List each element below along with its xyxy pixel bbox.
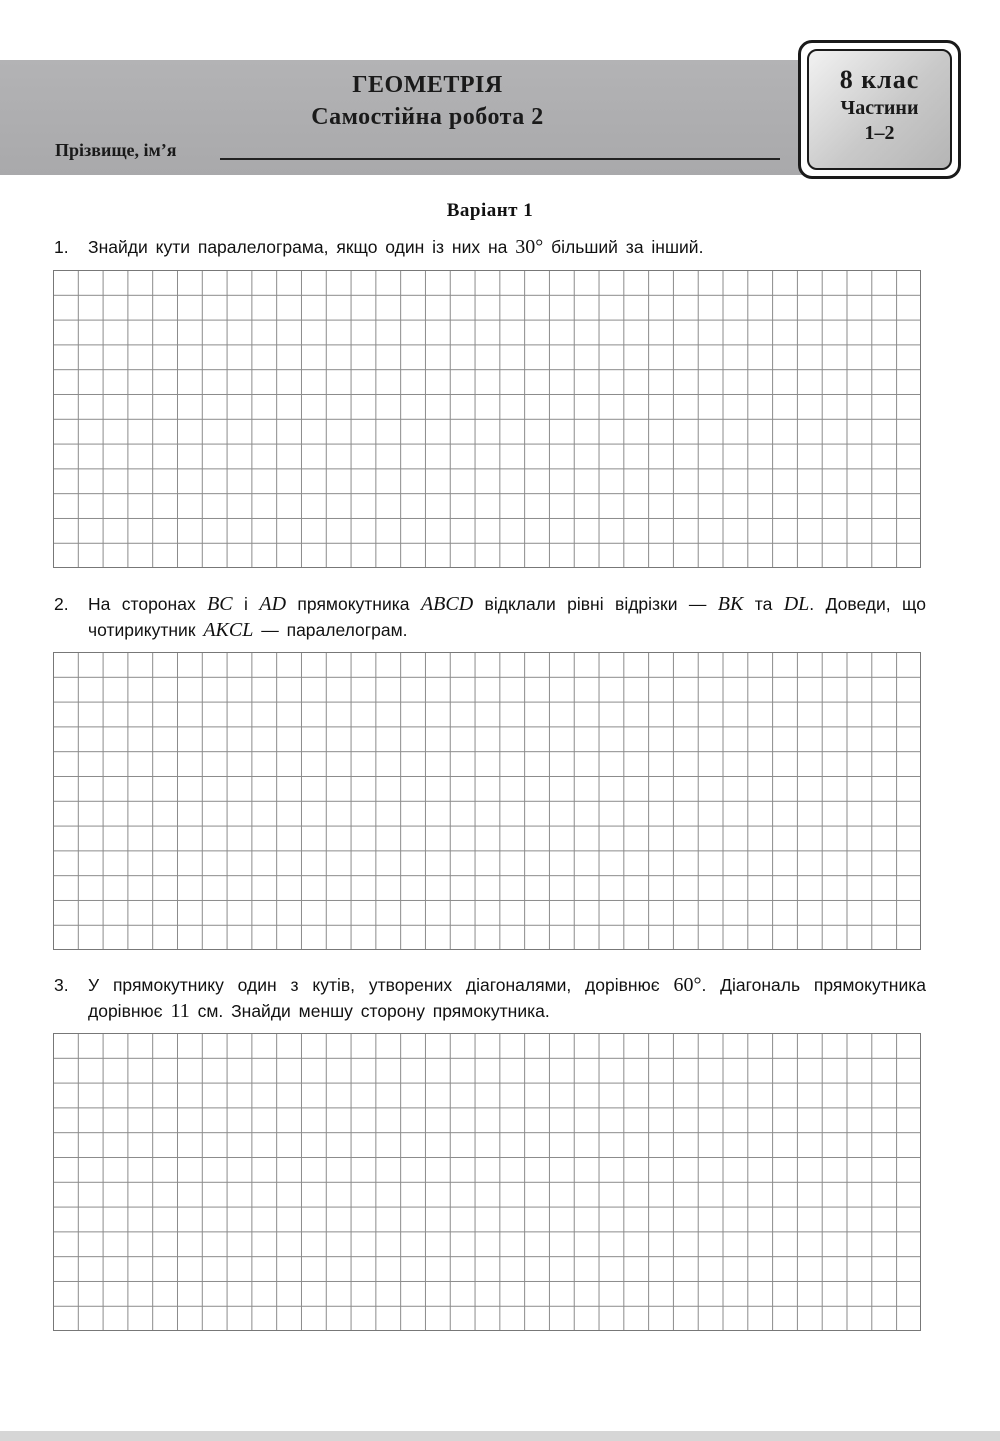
task-2 (54, 591, 926, 643)
grade-box (798, 40, 961, 179)
text-run: відклали рівні відрізки — (473, 594, 718, 614)
math-segment: DL (783, 593, 810, 615)
math-number: 11 (170, 1000, 190, 1022)
task-number: 1. (54, 237, 69, 257)
grade-box-inner (807, 49, 952, 170)
text-run: У прямокутнику один з кутів, утворених діагоналями, дорівнює (88, 975, 674, 995)
text-run: см. Знайди меншу сторону прямокутника. (189, 1001, 550, 1021)
variant-title: Варіант 1 (446, 200, 534, 221)
text-run: . Доведи, що чотирикутник (88, 594, 926, 640)
math-segment: BK (717, 593, 744, 615)
text-run: На сторонах (88, 594, 208, 614)
text-run: та (743, 594, 784, 614)
math-angle: 30° (515, 236, 544, 258)
text-run: більший за інший. (543, 237, 704, 257)
grade-label: 8 клас (839, 65, 920, 94)
answer-grid-2[interactable] (53, 652, 921, 950)
math-segment: BC (207, 593, 233, 615)
math-angle: 60° (673, 974, 702, 996)
task-number: 3. (54, 975, 69, 995)
name-input-line[interactable] (220, 158, 780, 160)
parts-range: 1–2 (864, 122, 895, 144)
subject-title: ГЕОМЕТРІЯ (352, 72, 503, 98)
task-1 (54, 234, 926, 260)
task-number: 2. (54, 594, 69, 614)
answer-grid-3[interactable] (53, 1033, 921, 1331)
math-figure: ABCD (420, 593, 474, 615)
name-label: Прізвище, ім’я (55, 140, 177, 160)
work-title: Самостійна робота 2 (311, 104, 544, 130)
text-run: і (232, 594, 260, 614)
text-run: . Діагональ прямокутника дорівнює (88, 975, 926, 1021)
text-run: прямокутника (286, 594, 421, 614)
task-text (88, 591, 926, 643)
task-text (88, 972, 926, 1024)
page-bottom-edge (0, 1431, 1000, 1441)
answer-grid-1[interactable] (53, 270, 921, 568)
math-segment: AD (259, 593, 287, 615)
task-text (88, 234, 926, 260)
parts-label: Частини (840, 97, 919, 119)
text-run: — паралелограм. (253, 620, 408, 640)
task-3 (54, 972, 926, 1024)
math-figure: AKCL (203, 619, 254, 641)
text-run: Знайди кути паралелограма, якщо один із них на (88, 237, 516, 257)
